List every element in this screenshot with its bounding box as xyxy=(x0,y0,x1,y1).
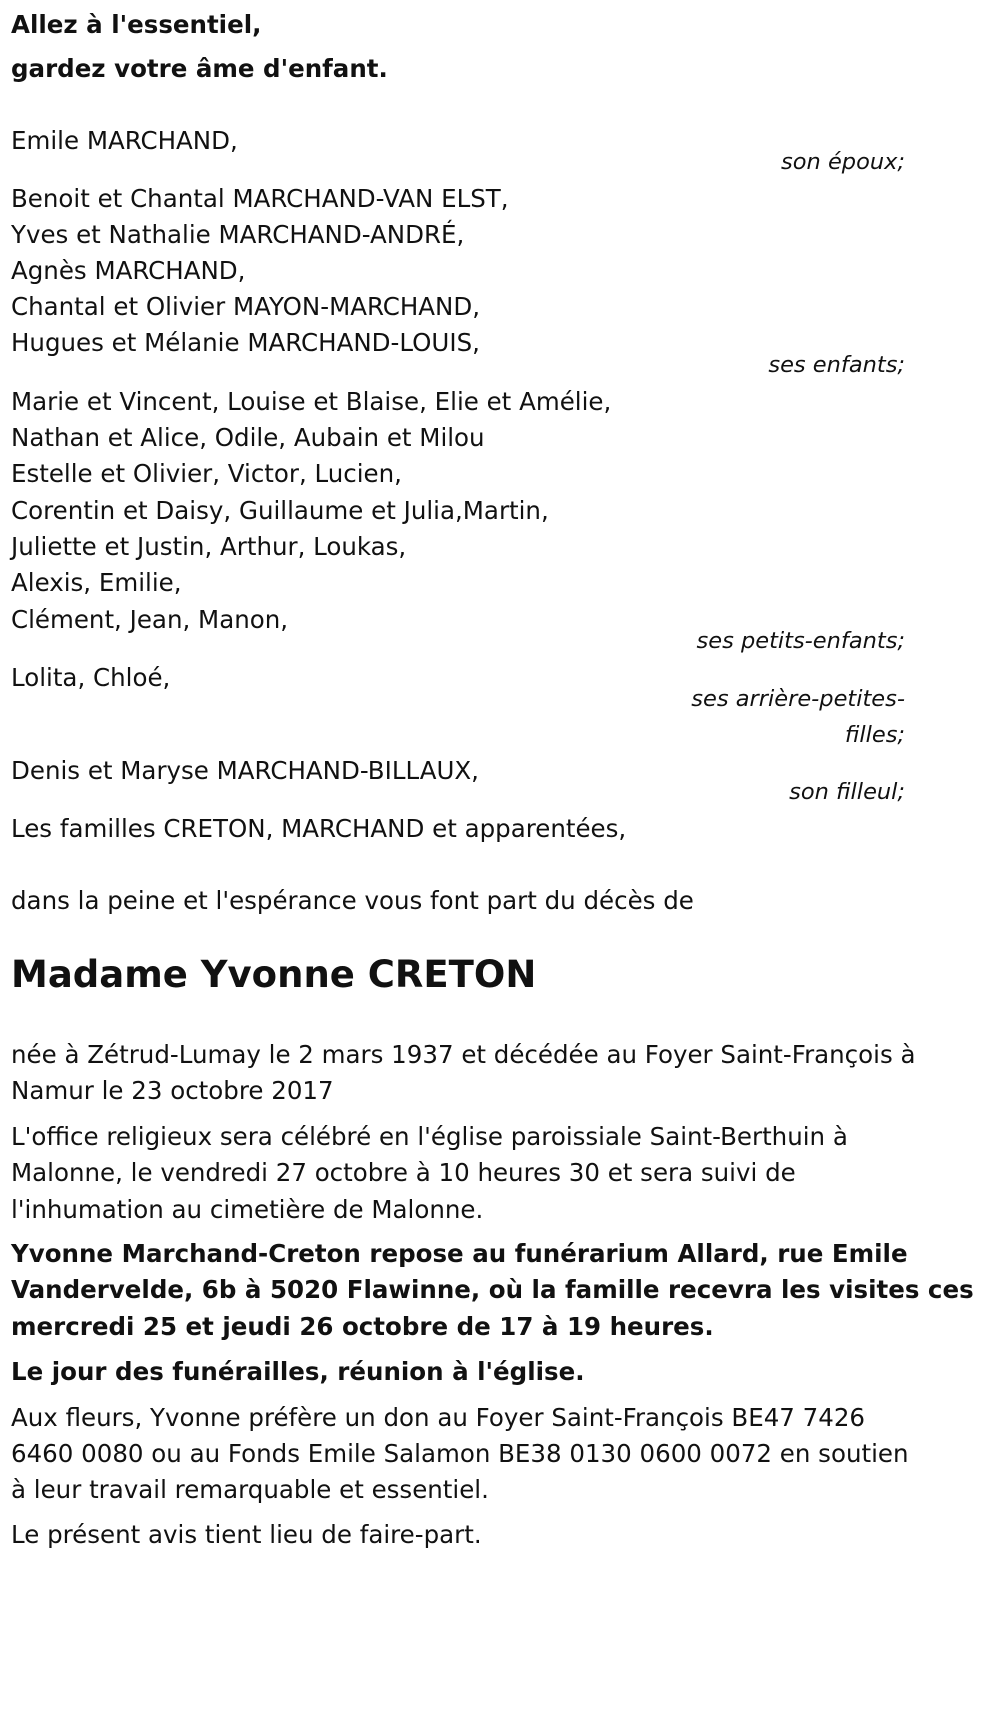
great-granddaughters-role: ses arrière-petites- xyxy=(691,686,905,712)
announcement-text: dans la peine et l'espérance vous font part du décès de xyxy=(11,886,694,915)
child-entry: Chantal et Olivier MAYON-MARCHAND, xyxy=(11,292,481,321)
motto-line: Allez à l'essentiel, xyxy=(11,10,262,39)
visitation-line: Yvonne Marchand-Creton repose au funérarium Allard, rue Emile xyxy=(11,1239,908,1268)
great-granddaughters-entry: Lolita, Chloé, xyxy=(11,663,171,692)
service-line: L'office religieux sera célébré en l'église paroissiale Saint-Berthuin à xyxy=(11,1122,848,1151)
godson-role: son filleul; xyxy=(789,779,905,805)
child-entry: Yves et Nathalie MARCHAND-ANDRÉ, xyxy=(11,220,465,249)
deceased-name: Madame Yvonne CRETON xyxy=(11,953,537,996)
birth-death-line: Namur le 23 octobre 2017 xyxy=(11,1076,334,1105)
funeral-day-line: Le jour des funérailles, réunion à l'église. xyxy=(11,1357,585,1386)
children-role: ses enfants; xyxy=(768,352,905,378)
godson-entry: Denis et Maryse MARCHAND-BILLAUX, xyxy=(11,756,479,785)
birth-death-line: née à Zétrud-Lumay le 2 mars 1937 et décédée au Foyer Saint-François à xyxy=(11,1040,916,1069)
grandchild-entry: Estelle et Olivier, Victor, Lucien, xyxy=(11,459,402,488)
flowers-line: à leur travail remarquable et essentiel. xyxy=(11,1475,489,1504)
visitation-line: mercredi 25 et jeudi 26 octobre de 17 à 19 heures. xyxy=(11,1312,714,1341)
service-line: Malonne, le vendredi 27 octobre à 10 heures 30 et sera suivi de xyxy=(11,1158,796,1187)
grandchild-entry: Juliette et Justin, Arthur, Loukas, xyxy=(11,532,407,561)
great-granddaughters-role: filles; xyxy=(844,722,905,748)
grandchild-entry: Nathan et Alice, Odile, Aubain et Milou xyxy=(11,423,485,452)
closing-line: Le présent avis tient lieu de faire-part. xyxy=(11,1520,482,1549)
visitation-line: Vandervelde, 6b à 5020 Flawinne, où la famille recevra les visites ces xyxy=(11,1275,974,1304)
grandchildren-role: ses petits-enfants; xyxy=(696,628,905,654)
grandchild-entry: Marie et Vincent, Louise et Blaise, Elie et Amélie, xyxy=(11,387,612,416)
spouse-name: Emile MARCHAND, xyxy=(11,126,238,155)
child-entry: Hugues et Mélanie MARCHAND-LOUIS, xyxy=(11,328,480,357)
motto-line: gardez votre âme d'enfant. xyxy=(11,54,388,83)
child-entry: Benoit et Chantal MARCHAND-VAN ELST, xyxy=(11,184,509,213)
child-entry: Agnès MARCHAND, xyxy=(11,256,246,285)
flowers-line: Aux fleurs, Yvonne préfère un don au Foyer Saint-François BE47 7426 xyxy=(11,1403,866,1432)
service-line: l'inhumation au cimetière de Malonne. xyxy=(11,1195,484,1224)
families-line: Les familles CRETON, MARCHAND et apparentées, xyxy=(11,814,627,843)
grandchild-entry: Alexis, Emilie, xyxy=(11,568,182,597)
grandchild-entry: Clément, Jean, Manon, xyxy=(11,605,289,634)
grandchild-entry: Corentin et Daisy, Guillaume et Julia,Martin, xyxy=(11,496,549,525)
flowers-line: 6460 0080 ou au Fonds Emile Salamon BE38 0130 0600 0072 en soutien xyxy=(11,1439,909,1468)
spouse-role: son époux; xyxy=(781,149,905,175)
